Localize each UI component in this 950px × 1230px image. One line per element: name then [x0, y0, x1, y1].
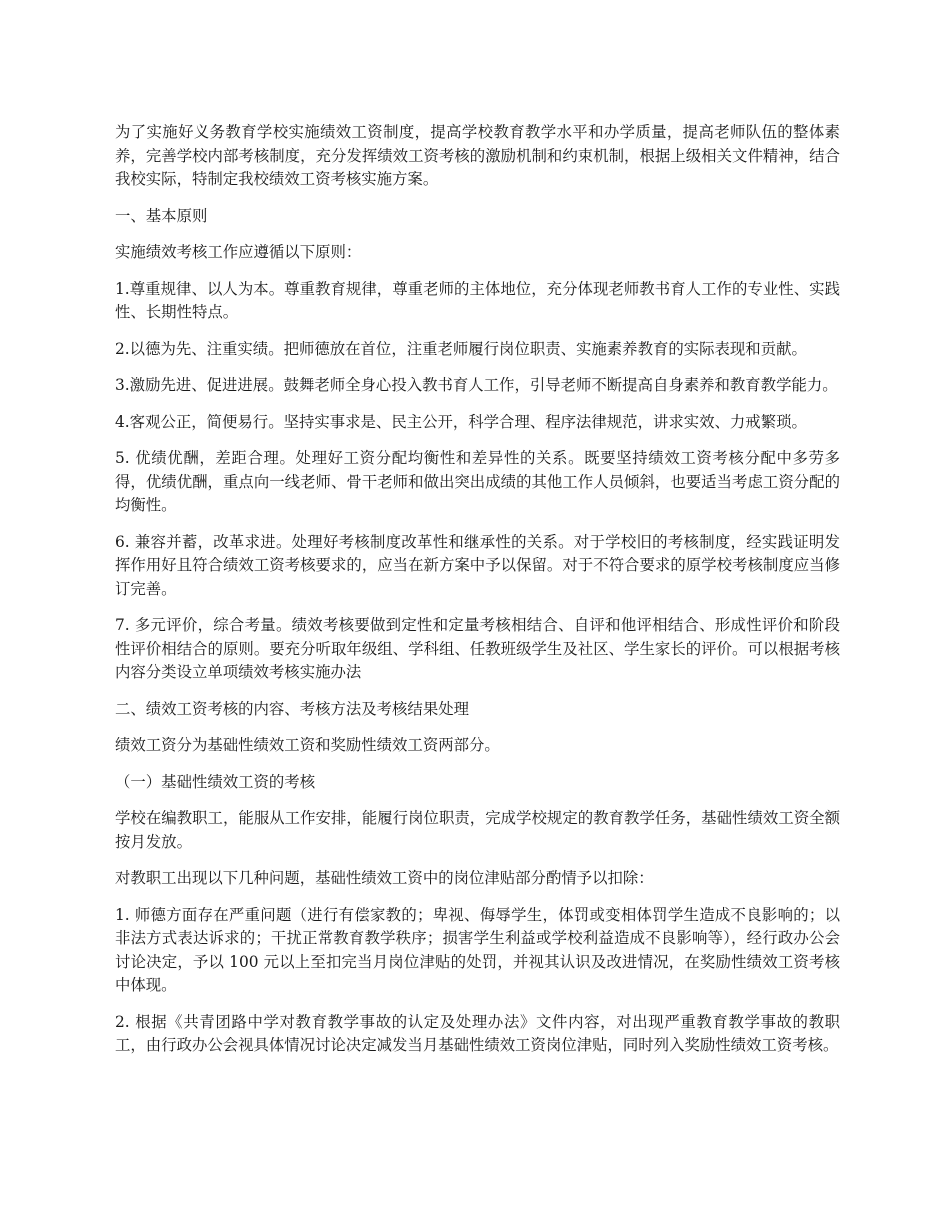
salary-parts-paragraph: 绩效工资分为基础性绩效工资和奖励性绩效工资两部分。 — [115, 736, 500, 754]
principle-item-1: 1.尊重规律、以人为本。尊重教育规律，尊重老师的主体地位，充分体现老师教书育人工作的专业性、实践性、长期性特点。 — [115, 279, 840, 321]
principle-item-6: 6. 兼容并蓄，改革求进。处理好考核制度改革性和继承性的关系。对于学校旧的考核制度，经实践证明发挥作用好且符合绩效工资考核要求的，应当在新方案中予以保留。对于不符合要求的原学校考核制度应当修订完善。 — [115, 532, 840, 598]
subsection-heading-basic-salary: （一）基础性绩效工资的考核 — [115, 772, 316, 791]
section-heading-basic-principles: 一、基本原则 — [115, 206, 208, 225]
principle-item-5: 5. 优绩优酬，差距合理。处理好工资分配均衡性和差异性的关系。既要坚持绩效工资考核分配中多劳多得，优绩优酬，重点向一线老师、骨干老师和做出突出成绩的其他工作人员倾斜，也要适当考虑工资分配的均衡性。 — [115, 449, 840, 514]
deduction-item-1: 1. 师德方面存在严重问题（进行有偿家教的；卑视、侮辱学生，体罚或变相体罚学生造成不良影响的；以非法方式表达诉求的；干扰正常教育教学秩序；损害学生利益或学校利益造成不良影响等），经行政办公会讨论决定，予以 100 元以上至扣完当月岗位津贴的处罚，并视其认识及改进情况，在奖励性绩效工资考核中体现。 — [115, 905, 840, 994]
document-body — [115, 121, 840, 1071]
principle-item-4: 4.客观公正，简便易行。坚持实事求是、民主公开，科学合理、程序法律规范，讲求实效、力戒繁琐。 — [115, 412, 807, 431]
principle-item-3: 3.激励先进、促进进展。鼓舞老师全身心投入教书育人工作，引导老师不断提高自身素养和教育教学能力。 — [115, 376, 838, 394]
section-heading-assessment: 二、绩效工资考核的内容、考核方法及考核结果处理 — [115, 699, 469, 718]
principles-lead-paragraph: 实施绩效考核工作应遵循以下原则： — [115, 243, 362, 261]
basic-salary-paragraph: 学校在编教职工，能服从工作安排，能履行岗位职责，完成学校规定的教育教学任务，基础性绩效工资全额按月发放。 — [115, 809, 840, 851]
deduction-lead-paragraph: 对教职工出现以下几种问题，基础性绩效工资中的岗位津贴部分酌情予以扣除： — [115, 869, 654, 887]
intro-paragraph: 为了实施好义务教育学校实施绩效工资制度，提高学校教育教学水平和办学质量，提高老师队伍的整体素养，完善学校内部考核制度，充分发挥绩效工资考核的激励机制和约束机制，根据上级相关文件精神，结合我校实际，特制定我校绩效工资考核实施方案。 — [115, 123, 840, 188]
principle-item-7: 7. 多元评价，综合考量。绩效考核要做到定性和定量考核相结合、自评和他评相结合、形成性评价和阶段性评价相结合的原则。要充分听取年级组、学科组、任教班级学生及社区、学生家长的评价。可以根据考核内容分类设立单项绩效考核实施办法 — [115, 616, 840, 681]
principle-item-2: 2.以德为先、注重实绩。把师德放在首位，注重老师履行岗位职责、实施素养教育的实际表现和贡献。 — [115, 339, 807, 358]
deduction-item-2: 2. 根据《共青团路中学对教育教学事故的认定及处理办法》文件内容，对出现严重教育教学事故的教职工，由行政办公会视具体情况讨论决定减发当月基础性绩效工资岗位津贴，同时列入奖励性绩效工资考核。 — [115, 1012, 840, 1054]
